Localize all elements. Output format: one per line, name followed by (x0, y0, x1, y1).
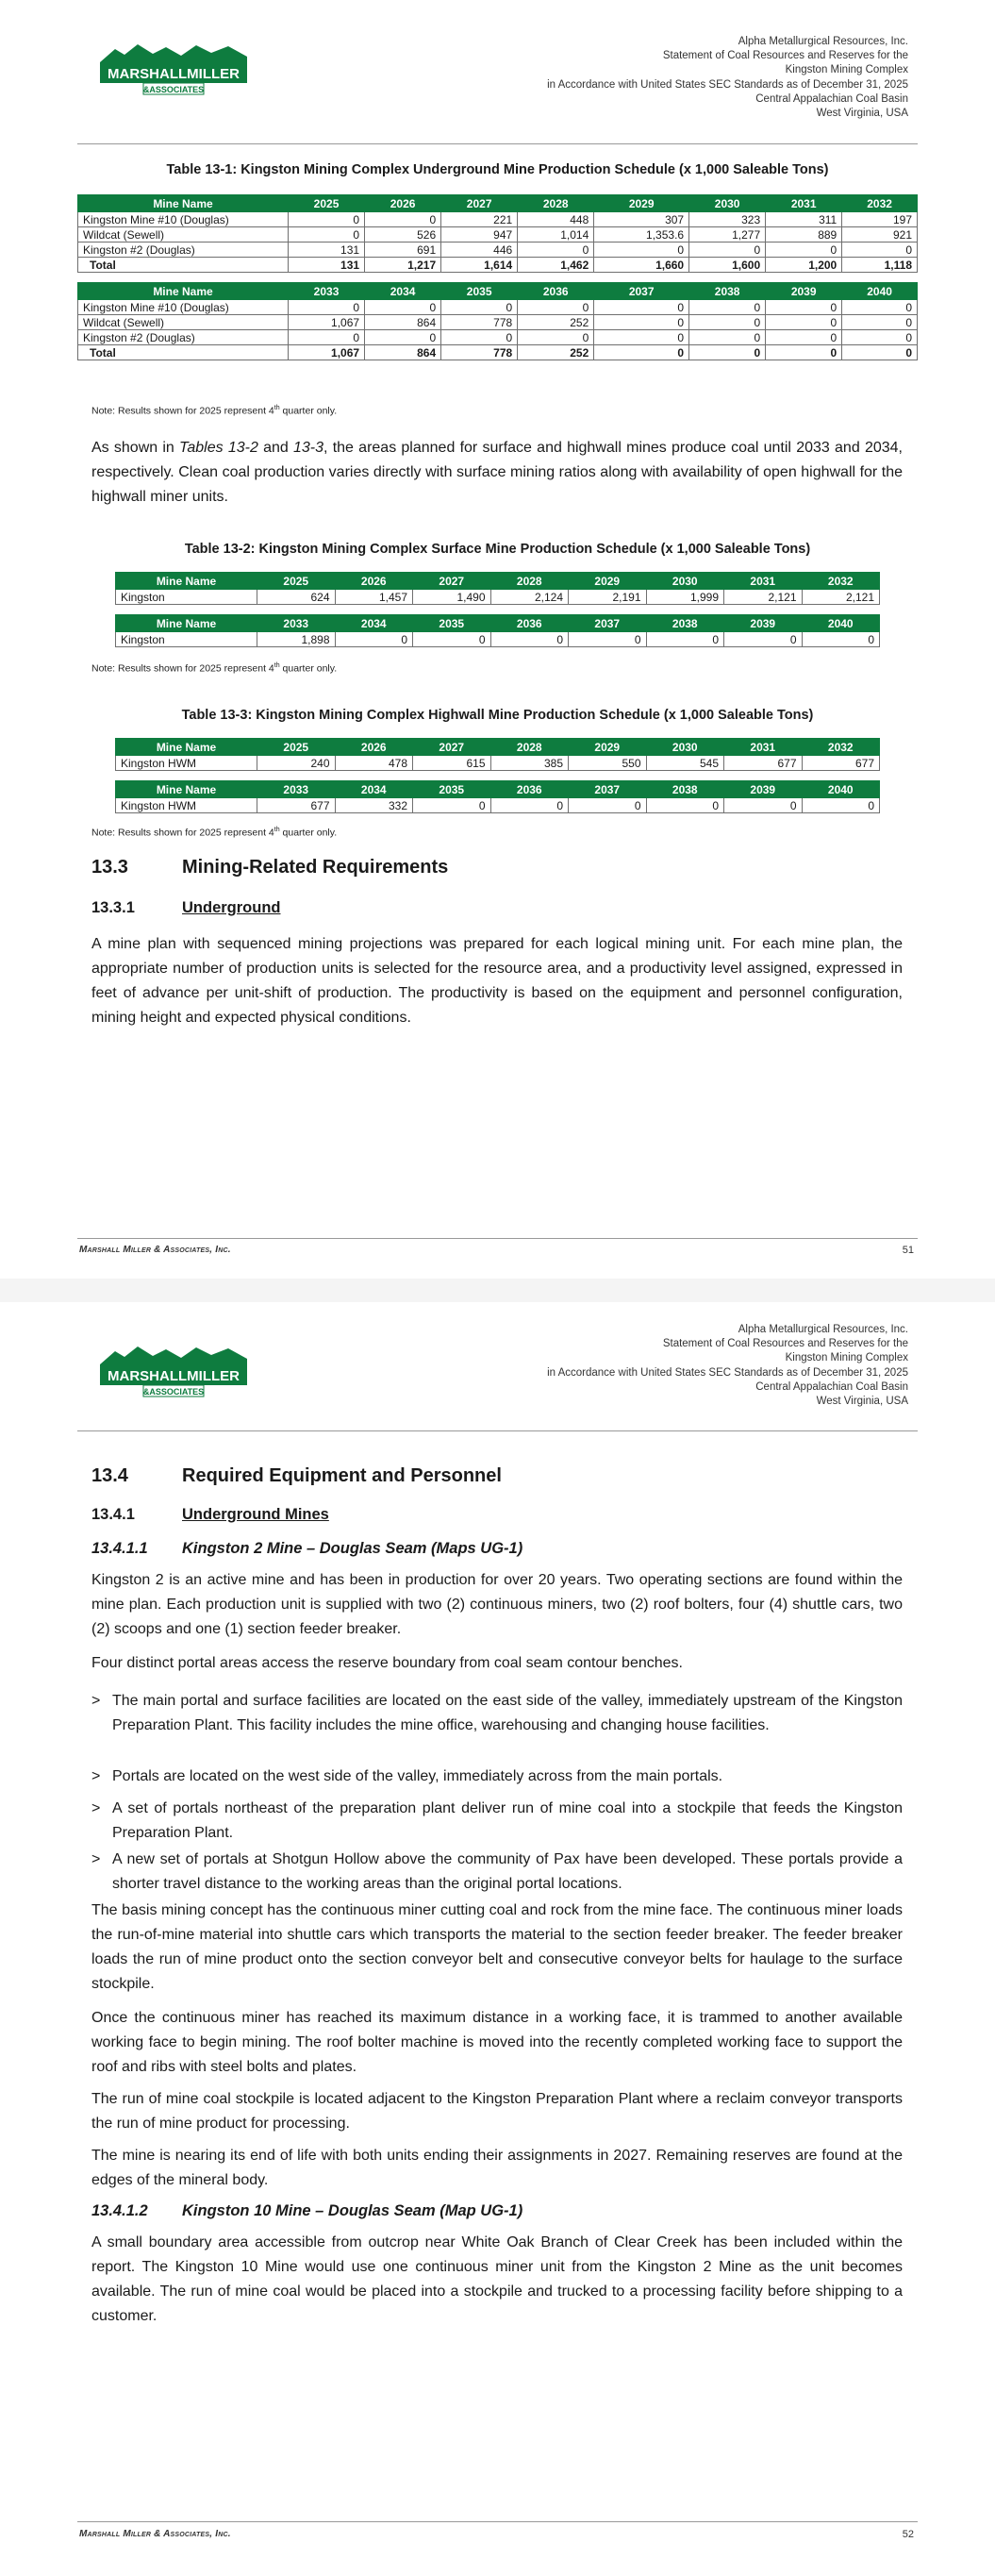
value-cell: 1,660 (594, 258, 689, 273)
value-cell: 677 (802, 756, 880, 771)
value-cell: 2029 (569, 739, 647, 756)
footer-company: Marshall Miller & Associates, Inc. (79, 1245, 231, 1255)
value-cell: 864 (365, 315, 441, 330)
value-cell: 0 (646, 798, 724, 813)
value-cell: 677 (257, 798, 336, 813)
value-cell: 624 (257, 590, 336, 605)
value-cell: 2027 (413, 739, 491, 756)
value-cell: 0 (594, 243, 689, 258)
table-13-1-note: Note: Results shown for 2025 represent 4th quarter only. (91, 405, 338, 417)
table-13-1-caption: Table 13-1: Kingston Mining Complex Underground Mine Production Schedule (x 1,000 Saleable Tons) (166, 162, 829, 177)
value-cell: 864 (365, 345, 441, 360)
value-cell: 0 (594, 345, 689, 360)
header-rule (77, 143, 918, 144)
row-label-cell: Mine Name (78, 195, 289, 212)
value-cell: 0 (365, 212, 441, 227)
table-spacer (116, 605, 880, 615)
value-cell: 0 (842, 300, 918, 315)
value-cell: 0 (289, 330, 365, 345)
table-13-3 (115, 738, 880, 813)
value-cell: 0 (689, 300, 766, 315)
table-header-row (116, 573, 880, 590)
value-cell: 0 (724, 798, 803, 813)
paragraph-mining-concept: The basis mining concept has the continuous miner cutting coal and rock from the mine face. The continuous miner loads the run-of-mine material into shuttle cars which transports the material to the section feeder breaker. The feeder breaker loads the run of mine product onto the section conveyor belt and consecutive conveyor belts for haulage to the surface stockpile. (91, 1902, 903, 1992)
value-cell: 2030 (689, 195, 766, 212)
value-cell: 0 (594, 300, 689, 315)
value-cell: 2036 (490, 615, 569, 632)
value-cell: 0 (594, 315, 689, 330)
value-cell: 2025 (257, 573, 336, 590)
page-gap (0, 1279, 995, 1302)
paragraph-stockpile: The run of mine coal stockpile is located adjacent to the Kingston Preparation Plant where a reclaim conveyor transports the run of mine product for processing. (91, 2091, 903, 2132)
value-cell: 2033 (257, 781, 336, 798)
value-cell: 2,121 (802, 590, 880, 605)
value-cell: 2034 (335, 781, 413, 798)
value-cell: 2039 (724, 615, 803, 632)
svg-text:&ASSOCIATES: &ASSOCIATES (142, 85, 205, 94)
value-cell: 0 (724, 632, 803, 647)
table-header-row (116, 615, 880, 632)
footer-company: Marshall Miller & Associates, Inc. (79, 2529, 231, 2539)
value-cell: 385 (490, 756, 569, 771)
value-cell: 2028 (490, 739, 569, 756)
value-cell: 307 (594, 212, 689, 227)
value-cell: 0 (518, 300, 594, 315)
value-cell: 2034 (335, 615, 413, 632)
value-cell: 0 (441, 330, 518, 345)
value-cell: 889 (766, 227, 842, 243)
row-label-cell: Kingston #2 (Douglas) (78, 330, 289, 345)
header-text: Alpha Metallurgical Resources, Inc. Statement of Coal Resources and Reserves for the Kingston Mining Complex in Accordance with United States SEC Standards as of December 31, 2025 Central Appalachian Coal Basin West Virginia, USA (547, 36, 908, 120)
value-cell: 1,067 (289, 315, 365, 330)
value-cell: 1,200 (766, 258, 842, 273)
value-cell: 2033 (289, 283, 365, 300)
paragraph-surface-highwall: As shown in Tables 13-2 and 13-3, the areas planned for surface and highwall mines produce coal until 2033 and 2034, respectively. Clean coal production varies directly with surface mining ratios along with availability of open highwall for the highwall miner units. (91, 440, 903, 505)
row-label-cell: Kingston Mine #10 (Douglas) (78, 300, 289, 315)
value-cell: 2036 (518, 283, 594, 300)
table-13-2 (115, 572, 880, 647)
paragraph-portals: Four distinct portal areas access the reserve boundary from coal seam contour benches. (91, 1655, 683, 1671)
value-cell: 2032 (842, 195, 918, 212)
company-logo (98, 1344, 249, 1402)
value-cell: 2039 (724, 781, 803, 798)
value-cell: 448 (518, 212, 594, 227)
value-cell: 2026 (335, 573, 413, 590)
value-cell: 332 (335, 798, 413, 813)
value-cell: 0 (766, 243, 842, 258)
row-label-cell: Kingston (116, 590, 257, 605)
value-cell: 446 (441, 243, 518, 258)
bullet-item: > The main portal and surface facilities are located on the east side of the valley, immediately upstream of the Kingston Preparation Plant. This facility includes the mine office, warehousing and changing house facilities. (91, 1693, 903, 1733)
header-rule (77, 1430, 918, 1431)
value-cell: 2037 (569, 781, 647, 798)
value-cell: 0 (689, 345, 766, 360)
value-cell: 1,457 (335, 590, 413, 605)
row-label-cell: Kingston HWM (116, 756, 257, 771)
value-cell: 2028 (518, 195, 594, 212)
value-cell: 0 (766, 315, 842, 330)
table-total-row (78, 258, 918, 273)
value-cell: 0 (842, 315, 918, 330)
value-cell: 2027 (413, 573, 491, 590)
value-cell: 0 (842, 243, 918, 258)
section-13-3-1-heading: 13.3.1 Underground (91, 899, 281, 916)
paragraph-mine-plan: A mine plan with sequenced mining projections was prepared for each logical mining unit. For each mine plan, the appropriate number of production units is selected for the resource area, and a productivity level assigned, expressed in feet of advance per unit-shift of production. The productivity is based on the equipment and personnel configuration, mining height and expected physical conditions. (91, 936, 903, 1026)
paragraph-kingston-10: A small boundary area accessible from outcrop near White Oak Branch of Clear Creek has been included within the report. The Kingston 10 Mine would use one continuous miner unit from the Kingston 2 Mine as the unit becomes available. The run of mine coal would be placed into a stockpile and trucked to a processing facility before shipping to a customer. (91, 2234, 903, 2324)
value-cell: 2038 (646, 615, 724, 632)
value-cell: 0 (766, 300, 842, 315)
row-label-cell: Mine Name (116, 615, 257, 632)
value-cell: 2035 (441, 283, 518, 300)
table-spacer (116, 771, 880, 781)
value-cell: 0 (569, 798, 647, 813)
page-52 (0, 1302, 995, 2576)
value-cell: 2032 (802, 573, 880, 590)
table-13-1 (77, 194, 918, 360)
value-cell: 2038 (689, 283, 766, 300)
row-label-cell: Kingston #2 (Douglas) (78, 243, 289, 258)
value-cell: 2035 (413, 781, 491, 798)
row-label-cell: Mine Name (116, 781, 257, 798)
table-header-row (78, 283, 918, 300)
value-cell: 0 (441, 300, 518, 315)
value-cell: 2040 (842, 283, 918, 300)
value-cell: 0 (335, 632, 413, 647)
value-cell: 526 (365, 227, 441, 243)
value-cell: 1,353.6 (594, 227, 689, 243)
value-cell: 252 (518, 315, 594, 330)
value-cell: 0 (689, 315, 766, 330)
value-cell: 0 (646, 632, 724, 647)
section-13-3-heading: 13.3 Mining-Related Requirements (91, 857, 449, 878)
value-cell: 0 (365, 300, 441, 315)
value-cell: 0 (766, 330, 842, 345)
value-cell: 0 (365, 330, 441, 345)
value-cell: 2036 (490, 781, 569, 798)
value-cell: 550 (569, 756, 647, 771)
table-row (78, 212, 918, 227)
svg-text:MARSHALLMILLER: MARSHALLMILLER (108, 1368, 240, 1384)
value-cell: 2,191 (569, 590, 647, 605)
table-row (78, 315, 918, 330)
row-label-cell: Total (78, 258, 289, 273)
value-cell: 0 (594, 330, 689, 345)
value-cell: 1,614 (441, 258, 518, 273)
table-spacer (78, 273, 918, 283)
value-cell: 131 (289, 258, 365, 273)
value-cell: 0 (689, 243, 766, 258)
page-number: 51 (902, 1245, 914, 1256)
value-cell: 1,490 (413, 590, 491, 605)
company-logo (98, 42, 249, 100)
value-cell: 2034 (365, 283, 441, 300)
row-label-cell: Total (78, 345, 289, 360)
value-cell: 1,118 (842, 258, 918, 273)
row-label-cell: Wildcat (Sewell) (78, 315, 289, 330)
table-row (116, 590, 880, 605)
table-13-3-caption: Table 13-3: Kingston Mining Complex Highwall Mine Production Schedule (x 1,000 Saleable Tons) (181, 708, 814, 723)
value-cell: 2025 (289, 195, 365, 212)
table-row (78, 300, 918, 315)
value-cell: 240 (257, 756, 336, 771)
value-cell: 1,898 (257, 632, 336, 647)
value-cell: 0 (413, 632, 491, 647)
value-cell: 921 (842, 227, 918, 243)
value-cell: 2026 (365, 195, 441, 212)
table-13-2-caption: Table 13-2: Kingston Mining Complex Surface Mine Production Schedule (x 1,000 Saleable Tons) (184, 542, 811, 557)
value-cell: 0 (289, 212, 365, 227)
value-cell: 2040 (802, 781, 880, 798)
value-cell: 1,014 (518, 227, 594, 243)
value-cell: 2039 (766, 283, 842, 300)
table-header-row (116, 739, 880, 756)
value-cell: 2037 (594, 283, 689, 300)
value-cell: 615 (413, 756, 491, 771)
value-cell: 2,124 (490, 590, 569, 605)
footer-rule (77, 2521, 918, 2522)
paragraph-kingston-2: Kingston 2 is an active mine and has been in production for over 20 years. Two operating sections are found within the mine plan. Each production unit is supplied with two (2) continuous miners, two (2) roof bolters, four (4) shuttle cars, two (2) scoops and one (1) section feeder breaker. (91, 1572, 903, 1637)
value-cell: 947 (441, 227, 518, 243)
bullet-item: > A new set of portals at Shotgun Hollow above the community of Pax have been developed. These portals provide a shorter travel distance to the working areas than the original portal locations. (91, 1851, 903, 1892)
section-13-4-1-1-heading: 13.4.1.1 Kingston 2 Mine – Douglas Seam (Maps UG-1) (91, 1540, 523, 1557)
value-cell: 0 (842, 345, 918, 360)
header-text: Alpha Metallurgical Resources, Inc. Statement of Coal Resources and Reserves for the Kingston Mining Complex in Accordance with United States SEC Standards as of December 31, 2025 Central Appalachian Coal Basin West Virginia, USA (547, 1324, 908, 1408)
value-cell: 2040 (802, 615, 880, 632)
value-cell: 0 (289, 227, 365, 243)
value-cell: 1,067 (289, 345, 365, 360)
page-51 (0, 0, 995, 1279)
value-cell: 0 (689, 330, 766, 345)
value-cell: 778 (441, 345, 518, 360)
table-row (78, 227, 918, 243)
value-cell: 2035 (413, 615, 491, 632)
value-cell: 0 (569, 632, 647, 647)
value-cell: 2027 (441, 195, 518, 212)
value-cell: 2028 (490, 573, 569, 590)
value-cell: 197 (842, 212, 918, 227)
value-cell: 323 (689, 212, 766, 227)
bullet-item: > Portals are located on the west side of the valley, immediately across from the main portals. (91, 1768, 723, 1784)
value-cell: 221 (441, 212, 518, 227)
value-cell: 2030 (646, 739, 724, 756)
table-row (116, 632, 880, 647)
row-label-cell: Kingston (116, 632, 257, 647)
section-13-4-heading: 13.4 Required Equipment and Personnel (91, 1465, 502, 1486)
value-cell: 2031 (724, 739, 803, 756)
value-cell: 0 (518, 330, 594, 345)
row-label-cell: Kingston HWM (116, 798, 257, 813)
value-cell: 2026 (335, 739, 413, 756)
value-cell: 1,277 (689, 227, 766, 243)
value-cell: 0 (802, 632, 880, 647)
value-cell: 2038 (646, 781, 724, 798)
value-cell: 478 (335, 756, 413, 771)
value-cell: 677 (724, 756, 803, 771)
value-cell: 0 (490, 798, 569, 813)
section-13-4-1-2-heading: 13.4.1.2 Kingston 10 Mine – Douglas Seam (Map UG-1) (91, 2202, 523, 2219)
value-cell: 2,121 (724, 590, 803, 605)
value-cell: 0 (518, 243, 594, 258)
table-row (78, 243, 918, 258)
table-row (116, 756, 880, 771)
value-cell: 311 (766, 212, 842, 227)
value-cell: 1,999 (646, 590, 724, 605)
row-label-cell: Mine Name (78, 283, 289, 300)
value-cell: 691 (365, 243, 441, 258)
value-cell: 2025 (257, 739, 336, 756)
table-header-row (116, 781, 880, 798)
svg-text:MARSHALLMILLER: MARSHALLMILLER (108, 66, 240, 82)
value-cell: 2033 (257, 615, 336, 632)
table-total-row (78, 345, 918, 360)
page-number: 52 (902, 2529, 914, 2540)
table-row (78, 330, 918, 345)
value-cell: 1,600 (689, 258, 766, 273)
value-cell: 0 (413, 798, 491, 813)
table-row (116, 798, 880, 813)
value-cell: 0 (490, 632, 569, 647)
paragraph-working-face: Once the continuous miner has reached its maximum distance in a working face, it is trammed to another available working face to begin mining. The roof bolter machine is moved into the recently completed working face to support the roof and ribs with steel bolts and plates. (91, 2010, 903, 2075)
value-cell: 1,217 (365, 258, 441, 273)
row-label-cell: Mine Name (116, 573, 257, 590)
row-label-cell: Kingston Mine #10 (Douglas) (78, 212, 289, 227)
table-header-row (78, 195, 918, 212)
paragraph-end-of-life: The mine is nearing its end of life with both units ending their assignments in 2027. Remaining reserves are found at the edges of the mineral body. (91, 2148, 903, 2188)
row-label-cell: Mine Name (116, 739, 257, 756)
value-cell: 0 (802, 798, 880, 813)
table-13-2-note: Note: Results shown for 2025 represent 4th quarter only. (91, 662, 338, 675)
value-cell: 1,462 (518, 258, 594, 273)
value-cell: 2031 (724, 573, 803, 590)
bullet-item: > A set of portals northeast of the preparation plant deliver run of mine coal into a stockpile that feeds the Kingston Preparation Plant. (91, 1800, 903, 1841)
value-cell: 0 (842, 330, 918, 345)
value-cell: 2032 (802, 739, 880, 756)
value-cell: 252 (518, 345, 594, 360)
svg-text:&ASSOCIATES: &ASSOCIATES (142, 1387, 205, 1397)
row-label-cell: Wildcat (Sewell) (78, 227, 289, 243)
footer-rule (77, 1238, 918, 1239)
value-cell: 0 (289, 300, 365, 315)
value-cell: 2037 (569, 615, 647, 632)
value-cell: 778 (441, 315, 518, 330)
value-cell: 545 (646, 756, 724, 771)
value-cell: 2031 (766, 195, 842, 212)
section-13-4-1-heading: 13.4.1 Underground Mines (91, 1506, 329, 1523)
table-13-3-note: Note: Results shown for 2025 represent 4th quarter only. (91, 827, 338, 839)
value-cell: 2029 (569, 573, 647, 590)
value-cell: 2030 (646, 573, 724, 590)
value-cell: 0 (766, 345, 842, 360)
value-cell: 131 (289, 243, 365, 258)
value-cell: 2029 (594, 195, 689, 212)
